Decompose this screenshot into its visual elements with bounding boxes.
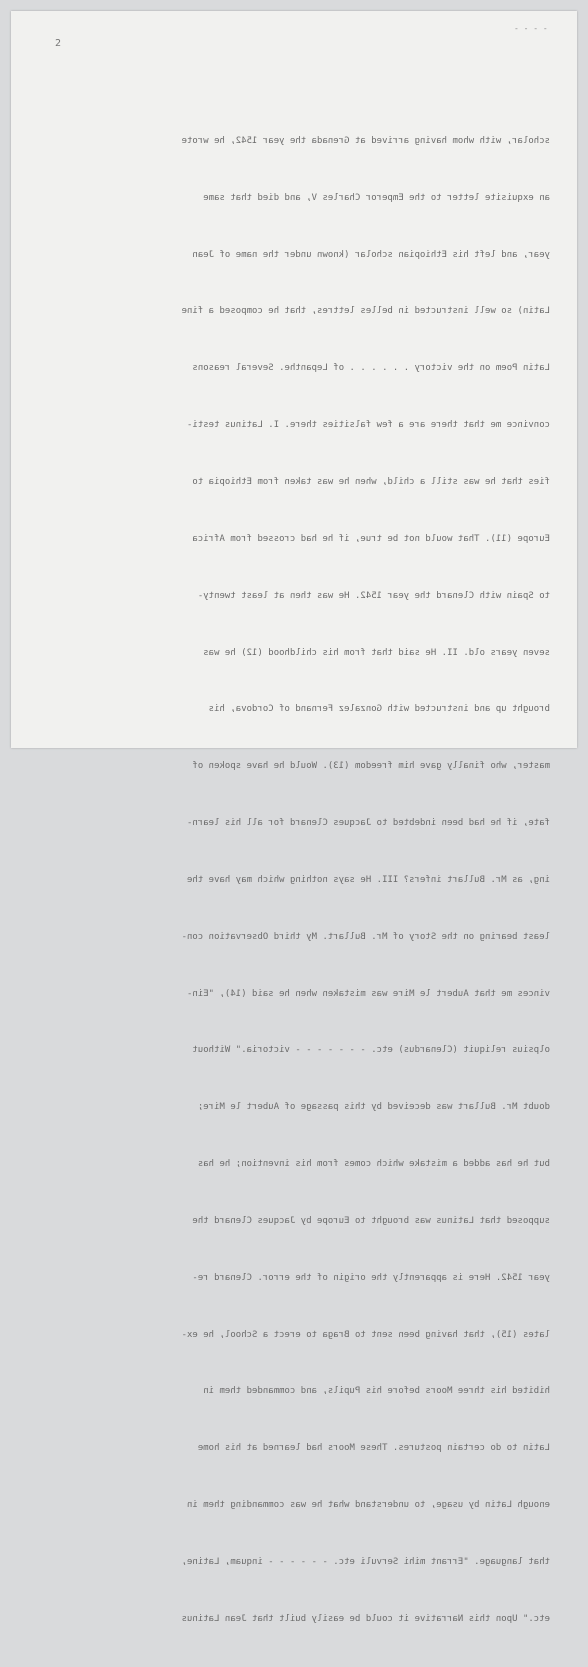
text-line: lates (15), that having been sent to Braga to erect a School, he ex- [181, 1329, 550, 1340]
text-line: Latin Poem on the victory . . . . . . of Lepanthe. Several reasons [192, 363, 550, 374]
page-number: 2 [55, 38, 62, 49]
text-line: vinces me that Aubert le Mire was mistaken when he said (14), "Ein- [186, 988, 550, 999]
corner-mark: - - - - [514, 24, 548, 33]
text-line: supposed that Latinus was brought to Europe by Jacques Clenard the [192, 1215, 550, 1226]
text-line: that language. "Errant mihi Servuli etc. - - - - - - inquam, Latine, [181, 1557, 550, 1567]
text-line: Latin) so well instructed in belles lettres, that he composed a fine [181, 306, 550, 317]
text-line: master, who finally gave him freedom (13). Would he have spoken of [192, 761, 550, 772]
text-line: seven years old. II. He said that from his childhood (12) he was [203, 647, 550, 658]
text-line: doubt Mr. Bullart was deceived by this passage of Aubert le Mire; [197, 1102, 550, 1113]
typed-text-block [60, 94, 550, 1667]
document-page [11, 11, 577, 1624]
text-line: least bearing on the Story of Mr. Bullart. My third Observation con- [181, 931, 550, 942]
text-line: an exquisite letter to the Emperor Charles V, and died that same [203, 192, 550, 203]
text-line: Europe (11). That would not be true, if he had crossed from Africa [192, 533, 550, 544]
text-line: hibited his three Moors before his Pupils, and commanded them in [203, 1386, 550, 1397]
text-line: enough Latin by usage, to understand what he was commanding them in [186, 1500, 550, 1511]
text-line: fate, if he had been indebted to Jacques Clenard for all his learn- [186, 818, 550, 829]
text-line: brought up and instructed with Gonzalez Fernand of Cordova, his [208, 704, 550, 715]
text-line: but he has added a mistake which comes from his invention; he has [197, 1159, 550, 1170]
text-line: convince me that there are a few falsities there. I. Latinus testi- [186, 420, 550, 431]
text-line: Latin to do certain postures. These Moors had learned at his home [197, 1443, 550, 1454]
text-line: olpsius reliquit (Clenardus) etc. - - - - - - - victoria." Without [192, 1045, 550, 1056]
text-line: year, and left his Ethiopian scholar (known under the name of Jean [192, 249, 550, 260]
text-line: scholar, with whom having arrived at Grenada the year 1542, he wrote [181, 135, 550, 146]
text-line: fies that he was still a child, when he was taken from Ethiopia to [192, 476, 550, 487]
text-line: ing, as Mr. Bullart infers? III. He says nothing which may have the [186, 874, 550, 885]
text-line: etc." Upon this Narrative it could be easily built that Jean Latinus [181, 1613, 550, 1624]
text-line: to Spain with Clenard the year 1542. He was then at least twenty- [197, 590, 550, 601]
text-line: year 1542. Here is apparently the origin of the error. Clenard re- [192, 1272, 550, 1283]
